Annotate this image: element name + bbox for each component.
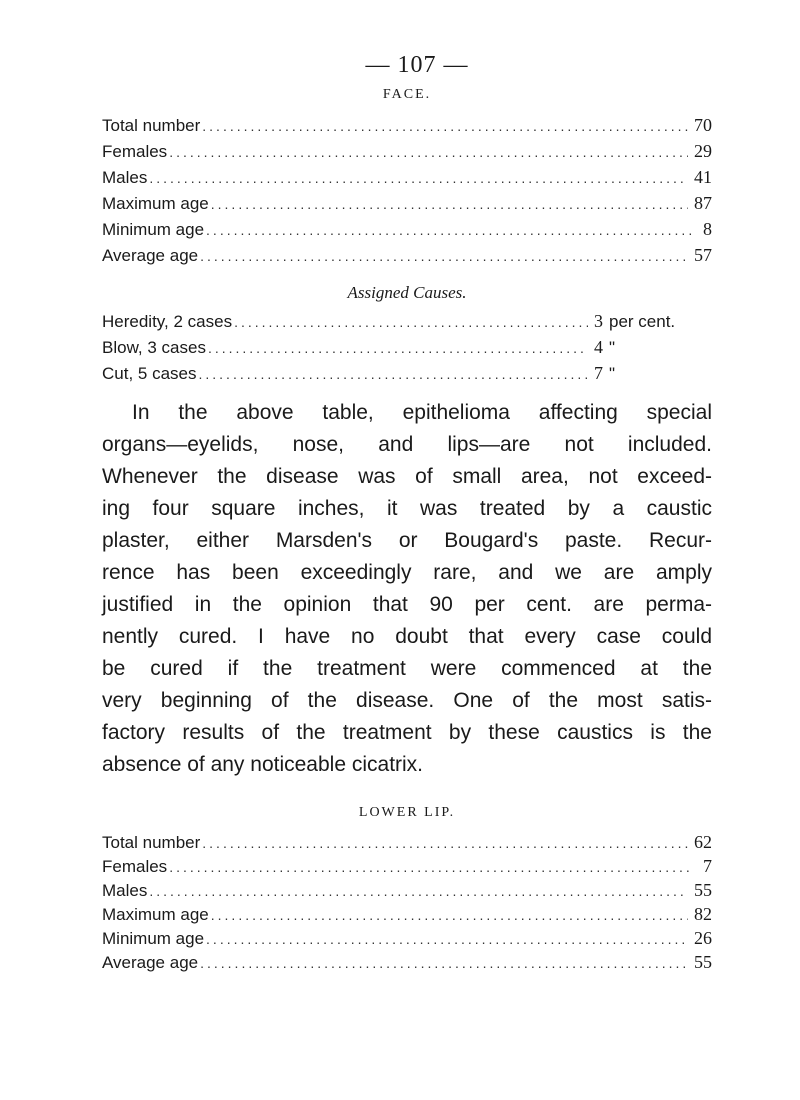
stat-label: Females — [102, 857, 168, 876]
stat-label: Total number — [102, 116, 201, 135]
stat-value: 7 — [703, 856, 712, 876]
stat-value: 87 — [694, 193, 712, 213]
paragraph-line: Whenever the disease was of small area, not exceed- — [102, 465, 712, 488]
stat-label: Total number — [102, 833, 201, 852]
dot-leader — [199, 362, 589, 387]
dot-leader — [149, 880, 688, 903]
dot-leader — [208, 336, 588, 361]
dot-leader — [206, 218, 692, 243]
cause-row-cut — [102, 361, 712, 387]
page-number: — 107 — — [365, 52, 469, 78]
causes-table — [102, 309, 712, 387]
cause-value — [594, 335, 712, 360]
section-title-face: FACE. — [382, 87, 432, 102]
dot-leader — [211, 192, 688, 217]
stat-value: 55 — [694, 880, 712, 900]
dot-leader — [211, 904, 688, 927]
face-stat-row-avg-age — [102, 243, 712, 269]
face-stat-row-males — [102, 165, 712, 191]
cause-unit: " — [609, 338, 616, 357]
paragraph-line: be cured if the treatment were commenced at the — [102, 657, 712, 680]
lower-lip-stat-row-min-age — [102, 927, 712, 951]
face-stats-table — [102, 113, 712, 269]
paragraph-line: In the above table, epithelioma affecting special — [132, 401, 712, 424]
stat-value: 8 — [703, 219, 712, 239]
cause-unit: per cent. — [609, 312, 676, 331]
paragraph-line: organs—eyelids, nose, and lips—are not included. — [102, 433, 712, 456]
stat-value: 82 — [694, 904, 712, 924]
paragraph-line: justified in the opinion that 90 per cent. are perma- — [102, 593, 712, 616]
face-stat-row-females — [102, 139, 712, 165]
paragraph-line: rence has been exceedingly rare, and we are amply — [102, 561, 712, 584]
lower-lip-stat-row-males — [102, 879, 712, 903]
paragraph-line: nently cured. I have no doubt that every case could — [102, 625, 712, 648]
dot-leader — [202, 114, 688, 139]
stat-label: Maximum age — [102, 905, 209, 924]
stat-value: 29 — [694, 141, 712, 161]
stat-label: Minimum age — [102, 929, 205, 948]
stat-label: Average age — [102, 246, 199, 265]
stat-value: 26 — [694, 928, 712, 948]
paragraph-line: absence of any noticeable cicatrix. — [102, 753, 424, 776]
lower-lip-stat-row-females — [102, 855, 712, 879]
lower-lip-stat-row-avg-age — [102, 951, 712, 975]
cause-value — [594, 361, 712, 386]
stat-label: Males — [102, 881, 148, 900]
paragraph-line: very beginning of the disease. One of the most satis- — [102, 689, 712, 712]
book-page — [102, 52, 712, 975]
dot-leader — [206, 928, 688, 951]
dot-leader — [169, 140, 688, 165]
cause-row-blow — [102, 335, 712, 361]
stat-value: 70 — [694, 115, 712, 135]
stat-value: 41 — [694, 167, 712, 187]
paragraph-line: factory results of the treatment by these caustics is the — [102, 721, 712, 744]
paragraph-line: ing four square inches, it was treated by a caustic — [102, 497, 712, 520]
cause-unit: " — [609, 364, 616, 383]
stat-label: Minimum age — [102, 220, 205, 239]
cause-number: 7 — [594, 363, 603, 383]
face-stat-row-total — [102, 113, 712, 139]
cause-label: Cut, 5 cases — [102, 364, 197, 383]
dot-leader — [200, 952, 688, 975]
section-title-lower-lip: LOWER LIP. — [358, 805, 456, 820]
stat-value: 55 — [694, 952, 712, 972]
face-stat-row-min-age — [102, 217, 712, 243]
stat-value: 62 — [694, 832, 712, 852]
cause-value — [594, 309, 712, 334]
lower-lip-stat-row-total — [102, 831, 712, 855]
stat-label: Average age — [102, 953, 199, 972]
dot-leader — [169, 856, 692, 879]
lower-lip-stats-table — [102, 831, 712, 975]
cause-label: Heredity, 2 cases — [102, 312, 233, 331]
paragraph-line: plaster, either Marsden's or Bougard's paste. Recur- — [102, 529, 712, 552]
dot-leader — [202, 832, 688, 855]
cause-label: Blow, 3 cases — [102, 338, 206, 357]
dot-leader — [149, 166, 688, 191]
face-stat-row-max-age — [102, 191, 712, 217]
stat-label: Males — [102, 168, 148, 187]
stat-value: 57 — [694, 245, 712, 265]
cause-number: 4 — [594, 337, 603, 357]
dot-leader — [200, 244, 688, 269]
lower-lip-stat-row-max-age — [102, 903, 712, 927]
section-title-assigned-causes: Assigned Causes. — [347, 283, 467, 302]
cause-row-heredity — [102, 309, 712, 335]
stat-label: Females — [102, 142, 168, 161]
cause-number: 3 — [594, 311, 603, 331]
dot-leader — [234, 310, 588, 335]
stat-label: Maximum age — [102, 194, 209, 213]
body-paragraph — [102, 397, 712, 781]
